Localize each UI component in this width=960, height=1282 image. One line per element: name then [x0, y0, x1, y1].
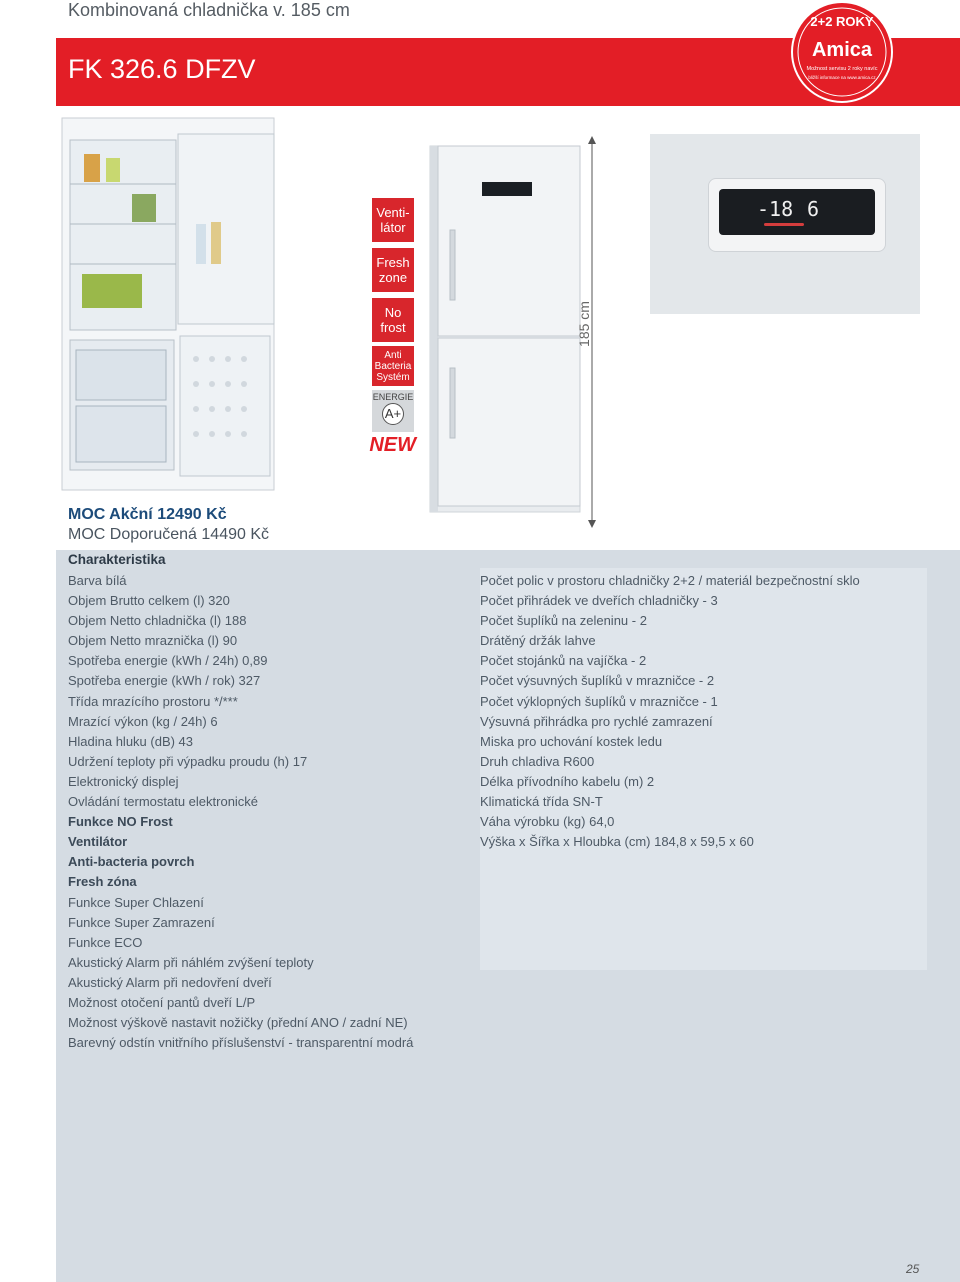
energy-class-icon: [372, 390, 414, 432]
spec-item: Barevný odstín vnitřního příslušenství - transparentní modrá: [68, 1035, 414, 1051]
spec-item: Funkce Super Chlazení: [68, 894, 204, 910]
display-led-icon: [764, 223, 804, 226]
spec-item: Akustický Alarm při nedovření dveří: [68, 974, 272, 990]
spec-item: Mrazící výkon (kg / 24h) 6: [68, 713, 218, 729]
product-photos: [56, 106, 960, 536]
left-spec-list: [68, 571, 413, 1053]
spec-item: Fresh zóna: [68, 874, 137, 890]
spec-item: Počet přihrádek ve dveřích chladničky - 3: [480, 593, 718, 609]
height-label: 185 cm: [575, 301, 592, 347]
new-label: NEW: [369, 434, 416, 456]
badge-line2-text: bližší informace na www.amica.cz: [808, 75, 876, 80]
model-title: FK 326.6 DFZV: [68, 54, 256, 84]
spec-item: Funkce ECO: [68, 934, 143, 950]
energy-label: ENERGIE: [372, 392, 414, 402]
spec-item: Počet výsuvných šuplíků v mrazničce - 2: [480, 673, 715, 689]
spec-item: Možnost otočení pantů dveří L/P: [68, 994, 256, 1010]
fresh-zone-icon: Fresh zone: [372, 248, 414, 292]
spec-item: Počet výklopných šuplíků v mrazničce - 1: [480, 693, 718, 709]
page-number: 25: [906, 1262, 920, 1276]
badge-line1-text: Možnost servisu 2 roky navíc: [806, 66, 878, 72]
display-closeup: [650, 134, 920, 314]
spec-item: Výsuvná přihrádka pro rychlé zamrazení: [480, 713, 713, 729]
display-panel-frame: [708, 178, 886, 252]
spec-item: Objem Netto chladnička (l) 188: [68, 613, 247, 629]
spec-item: Klimatická třída SN-T: [480, 794, 603, 810]
spec-item: Počet stojánků na vajíčka - 2: [480, 653, 647, 669]
spec-item: Spotřeba energie (kWh / rok) 327: [68, 673, 261, 689]
right-spec-list: [480, 571, 860, 852]
badge-top-text: 2+2 ROKY: [810, 14, 874, 29]
spec-item: Akustický Alarm při náhlém zvýšení teploty: [68, 954, 314, 970]
section-title: Charakteristika: [68, 552, 166, 567]
spec-item: Funkce Super Zamrazení: [68, 914, 215, 930]
spec-item: Ventilátor: [68, 834, 128, 850]
recommended-price: MOC Doporučená 14490 Kč: [68, 526, 269, 543]
warranty-badge: [790, 0, 894, 104]
spec-item: Třída mrazícího prostoru */***: [68, 693, 238, 709]
spec-item: Druh chladiva R600: [480, 753, 595, 769]
spec-item: Funkce NO Frost: [68, 814, 173, 830]
energy-class: A+: [382, 403, 404, 425]
spec-item: Váha výrobku (kg) 64,0: [480, 814, 615, 830]
spec-item: Počet šuplíků na zeleninu - 2: [480, 613, 647, 629]
spec-item: Elektronický displej: [68, 773, 179, 789]
display-fridge-temp: 6: [807, 197, 820, 221]
badge-brand-text: Amica: [811, 39, 873, 61]
spec-item: Délka přívodního kabelu (m) 2: [480, 773, 655, 789]
spec-item: Barva bílá: [68, 573, 127, 588]
spec-item: Objem Netto mraznička (l) 90: [68, 633, 238, 649]
no-frost-icon: No frost: [372, 298, 414, 342]
spec-item: Výška x Šířka x Hloubka (cm) 184,8 x 59,5 x 60: [480, 834, 754, 850]
open-fridge-image: [56, 114, 286, 494]
spec-item: Drátěný držák lahve: [480, 633, 596, 649]
display-freezer-temp: -18: [757, 197, 794, 221]
spec-item: Ovládání termostatu elektronické: [68, 794, 259, 810]
display-screen: [719, 189, 875, 235]
spec-item: Anti-bacteria povrch: [68, 854, 195, 870]
ventilator-icon: Venti-látor: [372, 198, 414, 242]
spec-item: Miska pro uchování kostek ledu: [480, 733, 663, 749]
page-header-title: Kombinovaná chladnička v. 185 cm: [68, 0, 350, 20]
spec-item: Počet polic v prostoru chladničky 2+2 / materiál bezpečnostní sklo: [480, 573, 860, 588]
spec-item: Spotřeba energie (kWh / 24h) 0,89: [68, 653, 268, 669]
action-price: MOC Akční 12490 Kč: [68, 506, 227, 523]
spec-item: Objem Brutto celkem (l) 320: [68, 593, 230, 609]
spec-item: Možnost výškově nastavit nožičky (přední ANO / zadní NE): [68, 1015, 408, 1031]
spec-item: Udržení teploty při výpadku proudu (h) 17: [68, 753, 308, 769]
spec-item: Hladina hluku (dB) 43: [68, 733, 194, 749]
anti-bacteria-icon: Anti Bacteria Systém: [372, 346, 414, 386]
